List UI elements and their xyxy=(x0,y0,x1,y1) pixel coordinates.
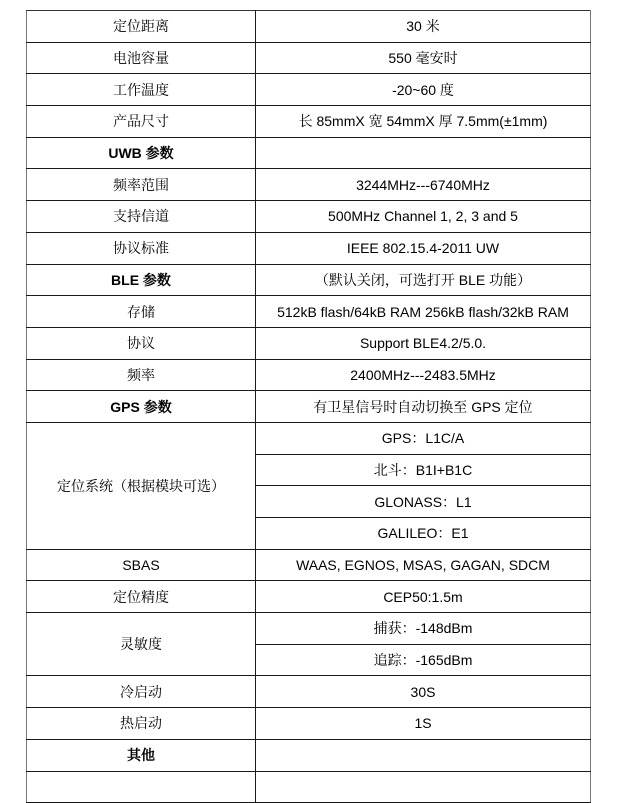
section-row-other xyxy=(27,739,591,771)
table-row xyxy=(27,74,591,106)
row-value: 500MHz Channel 1, 2, 3 and 5 xyxy=(256,201,591,233)
table-row xyxy=(27,422,591,454)
spec-table xyxy=(26,10,591,803)
row-value: WAAS, EGNOS, MSAS, GAGAN, SDCM xyxy=(256,549,591,581)
table-row xyxy=(27,296,591,328)
row-label: 支持信道 xyxy=(27,201,256,233)
row-value: 30S xyxy=(256,676,591,708)
row-value: 1S xyxy=(256,708,591,740)
row-value: GPS：L1C/A xyxy=(256,422,591,454)
table-row xyxy=(27,42,591,74)
row-value: GALILEO：E1 xyxy=(256,518,591,550)
row-label: 定位精度 xyxy=(27,581,256,613)
section-note: 有卫星信号时自动切换至 GPS 定位 xyxy=(256,391,591,423)
table-row xyxy=(27,581,591,613)
table-row xyxy=(27,232,591,264)
row-value xyxy=(256,137,591,169)
row-value: IEEE 802.15.4-2011 UW xyxy=(256,232,591,264)
table-row xyxy=(27,549,591,581)
row-label: 频率范围 xyxy=(27,169,256,201)
row-value: -20~60 度 xyxy=(256,74,591,106)
table-row xyxy=(27,106,591,138)
positioning-system-label: 定位系统（根据模块可选） xyxy=(27,422,256,549)
table-row xyxy=(27,11,591,43)
row-value: GLONASS：L1 xyxy=(256,486,591,518)
section-row-gps xyxy=(27,391,591,423)
row-label: 工作温度 xyxy=(27,74,256,106)
row-label: 存储 xyxy=(27,296,256,328)
row-value xyxy=(256,771,591,803)
row-label: 定位距离 xyxy=(27,11,256,43)
row-value: 捕获：-148dBm xyxy=(256,613,591,645)
row-label: SBAS xyxy=(27,549,256,581)
section-heading: 其他 xyxy=(27,739,256,771)
table-row xyxy=(27,169,591,201)
row-label: 产品尺寸 xyxy=(27,106,256,138)
section-row-ble xyxy=(27,264,591,296)
row-value: 追踪：-165dBm xyxy=(256,644,591,676)
section-row-uwb xyxy=(27,137,591,169)
section-heading: BLE 参数 xyxy=(27,264,256,296)
row-value xyxy=(256,739,591,771)
table-row xyxy=(27,613,591,645)
table-row xyxy=(27,359,591,391)
row-label: 频率 xyxy=(27,359,256,391)
row-label: 协议标准 xyxy=(27,232,256,264)
row-value: 北斗：B1I+B1C xyxy=(256,454,591,486)
row-value: 550 毫安时 xyxy=(256,42,591,74)
section-heading: UWB 参数 xyxy=(27,137,256,169)
table-row xyxy=(27,708,591,740)
sensitivity-label: 灵敏度 xyxy=(27,613,256,676)
row-value: 512kB flash/64kB RAM 256kB flash/32kB RAM xyxy=(256,296,591,328)
row-value: 长 85mmX 宽 54mmX 厚 7.5mm(±1mm) xyxy=(256,106,591,138)
row-label: 冷启动 xyxy=(27,676,256,708)
row-label: 协议 xyxy=(27,327,256,359)
table-row xyxy=(27,201,591,233)
row-label xyxy=(27,771,256,803)
row-label: 热启动 xyxy=(27,708,256,740)
section-heading: GPS 参数 xyxy=(27,391,256,423)
row-value: 3244MHz---6740MHz xyxy=(256,169,591,201)
table-row xyxy=(27,771,591,803)
table-row xyxy=(27,327,591,359)
row-label: 电池容量 xyxy=(27,42,256,74)
row-value: Support BLE4.2/5.0. xyxy=(256,327,591,359)
row-value: CEP50:1.5m xyxy=(256,581,591,613)
section-note: （默认关闭，可选打开 BLE 功能） xyxy=(256,264,591,296)
row-value: 30 米 xyxy=(256,11,591,43)
row-value: 2400MHz---2483.5MHz xyxy=(256,359,591,391)
table-row xyxy=(27,676,591,708)
